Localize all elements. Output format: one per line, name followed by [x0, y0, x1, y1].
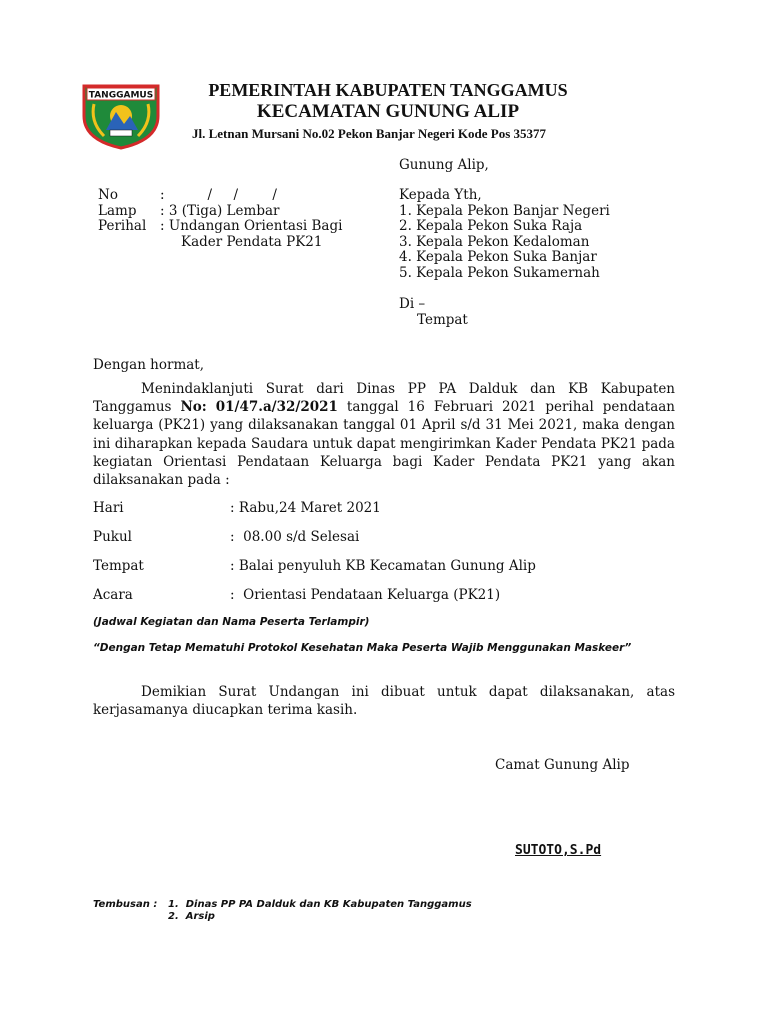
letter-number-value: 01/47.a/32/2021: [215, 399, 338, 416]
closing-paragraph: [93, 683, 675, 719]
signatory-name: SUTOTO,S.Pd: [515, 843, 602, 858]
di-label: Di –: [399, 296, 426, 312]
header-title-line1: PEMERINTAH KABUPATEN TANGGAMUS: [208, 80, 568, 100]
no-label: No: [98, 187, 118, 203]
salutation: Dengan hormat,: [93, 357, 205, 373]
header-title-line2: KECAMATAN GUNUNG ALIP: [256, 101, 520, 122]
perihal-value-1: : Undangan Orientasi Bagi: [160, 218, 343, 234]
tempat-label: Tempat: [417, 312, 468, 328]
no-value: : / / /: [160, 187, 277, 203]
health-protocol-note: “Dengan Tetap Mematuhi Protokol Kesehatan Maka Peserta Wajib Menggunakan Maskeer”: [93, 642, 632, 654]
body-text-a: Menindaklanjuti Surat dari Dinas PP PA Dalduk dan KB Kabupaten Tanggamus: [93, 381, 675, 416]
lamp-value: : 3 (Tiga) Lembar: [160, 203, 280, 219]
letter-number-label: No:: [180, 399, 207, 416]
signatory-title: Camat Gunung Alip: [495, 757, 630, 773]
recipient-item: 3. Kepala Pekon Kedaloman: [399, 234, 590, 250]
place-date: Gunung Alip,: [399, 157, 489, 173]
recipient-item: 1. Kepala Pekon Banjar Negeri: [399, 203, 610, 219]
schedule-label-pukul: Pukul: [93, 529, 132, 545]
closing-text: Demikian Surat Undangan ini dibuat untuk dapat dilaksanakan, atas kerjasamanya diucapkan terima kasih.: [93, 684, 675, 719]
lamp-label: Lamp: [98, 203, 137, 219]
perihal-value-2: Kader Pendata PK21: [181, 234, 323, 250]
cc-item: 2. Arsip: [168, 911, 215, 922]
schedule-label-acara: Acara: [93, 587, 133, 603]
regency-emblem-logo: [80, 82, 162, 150]
schedule-value-pukul: : 08.00 s/d Selesai: [230, 529, 360, 545]
schedule-value-hari: : Rabu,24 Maret 2021: [230, 500, 381, 516]
recipient-item: 2. Kepala Pekon Suka Raja: [399, 218, 583, 234]
cc-item: 1. Dinas PP PA Dalduk dan KB Kabupaten Tanggamus: [168, 899, 472, 910]
header-address: Jl. Letnan Mursani No.02 Pekon Banjar Negeri Kode Pos 35377: [192, 126, 547, 141]
recipients-heading: Kepada Yth,: [399, 187, 482, 203]
perihal-label: Perihal: [98, 218, 147, 234]
schedule-label-hari: Hari: [93, 500, 124, 516]
logo-text: TANGGAMUS: [88, 90, 154, 101]
schedule-value-tempat: : Balai penyuluh KB Kecamatan Gunung Alip: [230, 558, 536, 574]
body-paragraph: [93, 380, 675, 489]
schedule-label-tempat: Tempat: [93, 558, 144, 574]
cc-label: Tembusan :: [93, 899, 158, 910]
recipient-item: 5. Kepala Pekon Sukamernah: [399, 265, 600, 281]
body-text-b: tanggal 16 Februari 2021 perihal pendataan keluarga (PK21) yang dilaksanakan tanggal 01 April s/d 31 Mei 2021, maka dengan ini diharapkan kepada Saudara untuk dapat mengirimkan Kader Pendata PK21 pada kegiatan Orientasi Pendataan Keluarga bagi Kader Pendata PK21 yang akan dilaksanakan pada :: [93, 399, 675, 489]
schedule-value-acara: : Orientasi Pendataan Keluarga (PK21): [230, 587, 501, 603]
schedule-note: (Jadwal Kegiatan dan Nama Peserta Terlampir): [93, 616, 370, 628]
recipient-item: 4. Kepala Pekon Suka Banjar: [399, 249, 597, 265]
